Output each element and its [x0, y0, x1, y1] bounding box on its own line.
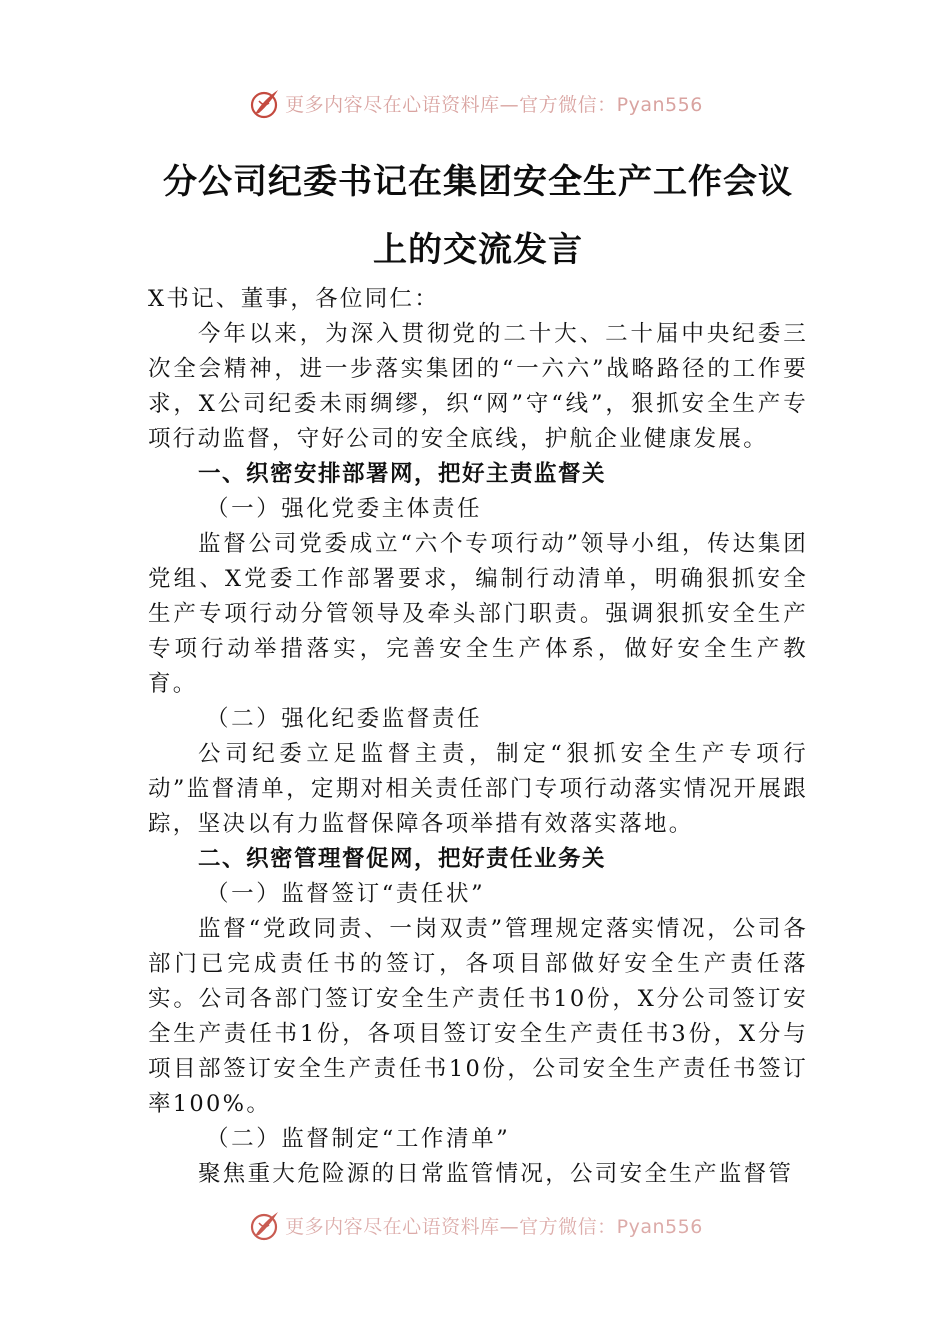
- section-2-heading: 二、织密管理督促网，把好责任业务关: [198, 846, 607, 872]
- quill-seal-icon: [247, 86, 281, 120]
- quill-seal-icon: [247, 1208, 281, 1242]
- section-1-sub-1-heading: （一）强化党委主体责任: [206, 496, 483, 522]
- document-title-line-1: 分公司纪委书记在集团安全生产工作会议: [163, 162, 793, 202]
- salutation: X书记、董事，各位同仁：: [148, 286, 440, 312]
- watermark-text: 更多内容尽在心语资料库—官方微信：Pyan556: [285, 93, 703, 116]
- intro-paragraph: 今年以来，为深入贯彻党的二十大、二十届中央纪委三次全会精神，进一步落实集团的“一六六”战略路径的工作要求，X公司纪委未雨绸缪，织“网”守“线”，狠抓安全生产专项行动监督，守好公司的安全底线，护航企业健康发展。: [148, 321, 808, 452]
- header-watermark: [0, 86, 950, 120]
- section-1-sub-1-text: 监督公司党委成立“六个专项行动”领导小组，传达集团党组、X党委工作部署要求，编制行动清单，明确狠抓安全生产专项行动分管领导及牵头部门职责。强调狠抓安全生产专项行动举措落实，完善安全生产体系，做好安全生产教育。: [148, 531, 808, 697]
- section-2-sub-1-text: 监督“党政同责、一岗双责”管理规定落实情况，公司各部门已完成责任书的签订，各项目部做好安全生产责任落实。公司各部门签订安全生产责任书10份，X分公司签订安全生产责任书1份，各项目签订安全生产责任书3份，X分与项目部签订安全生产责任书10份，公司安全生产责任书签订率100%。: [148, 916, 808, 1117]
- section-2-sub-2-text: 聚焦重大危险源的日常监管情况，公司安全生产监督管: [198, 1161, 794, 1187]
- section-1-sub-2-heading: （二）强化纪委监督责任: [206, 706, 483, 732]
- document-title-line-2: 上的交流发言: [373, 230, 583, 270]
- section-2-sub-1-heading: （一）监督签订“责任状”: [206, 881, 486, 907]
- section-2-sub-2-heading: （二）监督制定“工作清单”: [206, 1126, 511, 1152]
- section-1-heading: 一、织密安排部署网，把好主责监督关: [198, 461, 607, 487]
- section-1-sub-2-text: 公司纪委立足监督主责，制定“狠抓安全生产专项行动”监督清单，定期对相关责任部门专项行动落实情况开展跟踪，坚决以有力监督保障各项举措有效落实落地。: [148, 741, 808, 837]
- footer-watermark: [0, 1208, 950, 1242]
- watermark-text: 更多内容尽在心语资料库—官方微信：Pyan556: [285, 1215, 703, 1238]
- document-body: [148, 282, 808, 1192]
